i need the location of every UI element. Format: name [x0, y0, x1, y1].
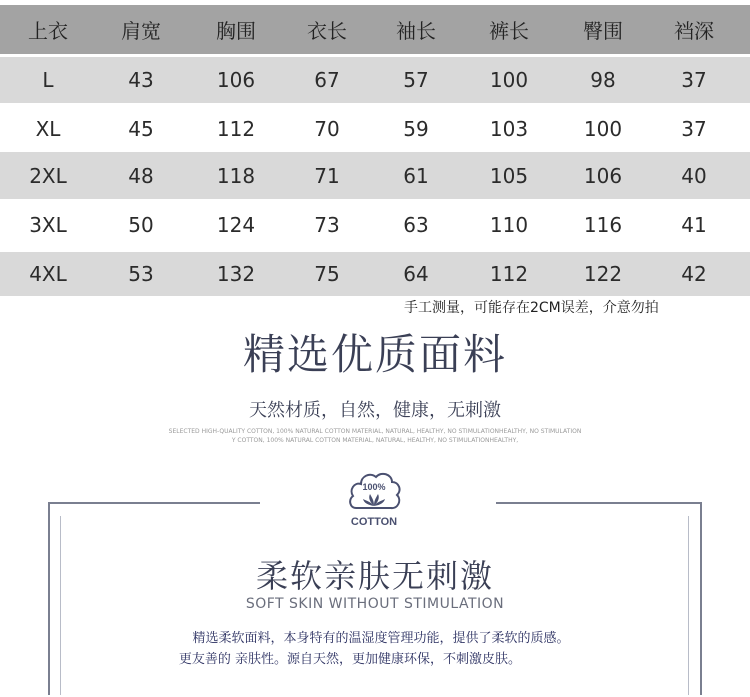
- table-cell: 110: [489, 213, 529, 237]
- table-cell: 124: [216, 213, 256, 237]
- cotton-percent: 100%: [362, 482, 386, 492]
- table-cell: 105: [489, 163, 529, 188]
- table-cell: 70: [314, 116, 340, 141]
- table-cell: 63: [403, 213, 429, 237]
- table-cell: 45: [128, 116, 154, 141]
- table-cell: 100: [489, 68, 529, 92]
- table-cell: 98: [590, 68, 616, 92]
- table-cell: 41: [681, 213, 707, 237]
- measurement-note: 手工测量，可能存在2CM误差，介意勿拍: [404, 300, 659, 316]
- table-row: [0, 105, 750, 152]
- table-cell: 106: [216, 68, 256, 92]
- header-cell: 裆深: [674, 19, 714, 43]
- table-cell: XL: [35, 116, 61, 141]
- soft-description-1: 精选柔软面料，本身特有的温湿度管理功能，提供了柔软的质感。: [192, 631, 570, 646]
- cotton-label: COTTON: [350, 516, 398, 528]
- table-cell: 67: [314, 68, 340, 92]
- table-cell: 2XL: [29, 163, 67, 188]
- table-cell: 122: [583, 262, 623, 286]
- table-cell: 73: [314, 213, 340, 237]
- table-row: [0, 200, 750, 250]
- table-cell: 116: [583, 213, 623, 237]
- table-cell: 40: [681, 163, 707, 188]
- fabric-subtitle: 天然材质，自然，健康，无刺激: [249, 400, 501, 421]
- table-cell: 118: [216, 163, 256, 188]
- table-cell: 75: [314, 262, 340, 286]
- frame-top-right-line: [496, 502, 702, 504]
- header-cell: 衣长: [307, 19, 347, 43]
- table-cell: 61: [403, 163, 429, 188]
- soft-subtitle: SOFT SKIN WITHOUT STIMULATION: [245, 596, 505, 612]
- header-cell: 胸围: [216, 19, 256, 43]
- header-cell: 肩宽: [121, 19, 161, 43]
- table-cell: 59: [403, 116, 429, 141]
- cotton-badge: [346, 468, 402, 530]
- cotton-flower-icon: [346, 468, 402, 530]
- table-header-row: [0, 5, 750, 54]
- table-cell: 64: [403, 262, 429, 286]
- soft-title: 柔软亲肤无刺激: [255, 557, 494, 595]
- table-cell: 3XL: [29, 213, 67, 237]
- table-row: [0, 152, 750, 199]
- table-cell: 50: [128, 213, 154, 237]
- table-cell: 57: [403, 68, 429, 92]
- table-cell: 103: [489, 116, 529, 141]
- table-row: [0, 57, 750, 103]
- table-cell: 42: [681, 262, 707, 286]
- header-cell: 裤长: [489, 19, 529, 43]
- table-cell: 106: [583, 163, 623, 188]
- fabric-fine-print-2: Y COTTON, 100% NATURAL COTTON MATERIAL, NATURAL, HEALTHY, NO STIMULATIONHEALTHY,: [231, 437, 519, 444]
- table-cell: 112: [489, 262, 529, 286]
- table-cell: 37: [681, 68, 707, 92]
- table-cell: 132: [216, 262, 256, 286]
- fabric-fine-print-1: SELECTED HIGH-QUALITY COTTON, 100% NATURAL COTTON MATERIAL, NATURAL, HEALTHY, NO STIMULATIONHEALTHY, NO STIMULATION: [168, 428, 582, 435]
- header-cell: 上衣: [28, 19, 68, 43]
- table-row: [0, 252, 750, 296]
- frame-top-left-line: [48, 502, 260, 504]
- table-cell: 37: [681, 116, 707, 141]
- table-cell: 43: [128, 68, 154, 92]
- fabric-title: 精选优质面料: [242, 330, 507, 379]
- header-cell: 袖长: [396, 19, 436, 43]
- soft-description-2: 更友善的 亲肤性。源自天然，更加健康环保，不刺激皮肤。: [178, 652, 522, 667]
- table-cell: 71: [314, 163, 340, 188]
- table-cell: 100: [583, 116, 623, 141]
- table-cell: L: [42, 68, 54, 92]
- table-cell: 4XL: [29, 262, 67, 286]
- table-cell: 53: [128, 262, 154, 286]
- table-cell: 112: [216, 116, 256, 141]
- table-cell: 48: [128, 163, 154, 188]
- header-cell: 臀围: [583, 19, 623, 43]
